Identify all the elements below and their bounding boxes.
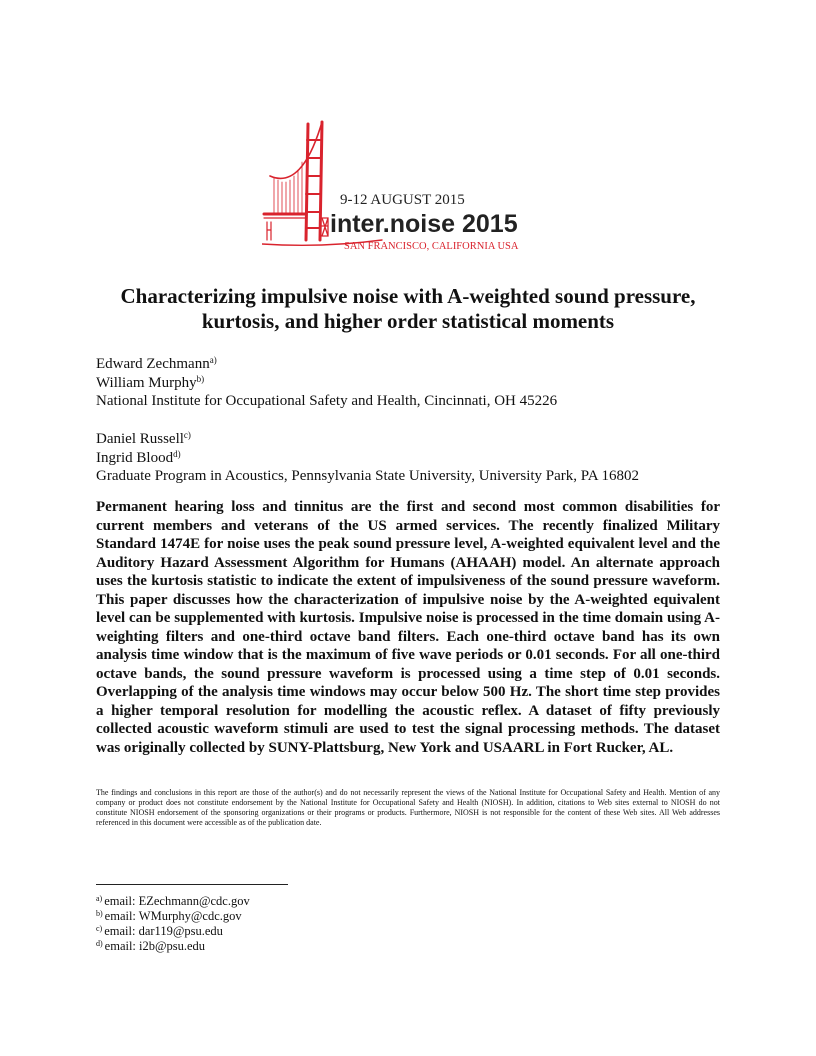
footnote-mark: b) [96,909,103,918]
footnote-text: email: EZechmann@cdc.gov [104,894,250,908]
author-affiliation: Graduate Program in Acoustics, Pennsylvania State University, University Park, PA 16802 [96,468,639,484]
author-mark: b) [196,373,205,384]
footnote [96,909,496,924]
author-name: Daniel Russell [96,431,184,447]
author-line [96,374,726,393]
logo-location: SAN FRANCISCO, CALIFORNIA USA [344,241,519,252]
logo-dates: 9-12 AUGUST 2015 [340,192,465,208]
conference-logo [262,118,542,258]
author-mark: a) [209,355,217,365]
author-line [96,430,726,449]
footnote [96,939,496,954]
golden-gate-bridge-icon [262,118,542,258]
author-name: Ingrid Blood [96,449,174,466]
author-line [96,355,726,374]
footnote-text: email: dar119@psu.edu [104,924,223,938]
footnotes [96,894,496,954]
footnote-mark: d) [96,939,103,948]
author-mark: c) [183,430,191,440]
author-line [96,449,726,468]
footnote-text: email: WMurphy@cdc.gov [104,909,242,923]
footnote-divider [96,884,288,885]
footnote-text: email: i2b@psu.edu [104,939,206,953]
author-affiliation: National Institute for Occupational Safety and Health, Cincinnati, OH 45226 [96,393,558,409]
footnote-mark: c) [96,924,103,933]
disclaimer: The findings and conclusions in this report are those of the author(s) and do not necessarily represent the views of the National Institute for Occupational Safety and Health. Mention of any company or product does not constitute endorsement by the National Institute for Occupational Safety and Health (NIOSH). In addition, citations to Web sites external to NIOSH do not constitute NIOSH endorsement of the sponsoring organizations or their programs or products. Furthermore, NIOSH is not responsible for the content of these Web sites. All Web addresses referenced in this document were accessible as of the publication date. [96,788,720,827]
author-name: Edward Zechmann [96,356,210,372]
abstract: Permanent hearing loss and tinnitus are the first and second most common disabilities for current members and veterans of the US armed services. The recently finalized Military Standard 1474E for noise uses the peak sound pressure level, A-weighted equivalent level and the Auditory Hazard Assessment Algorithm for Humans (AHAAH) model. An alternate approach uses the kurtosis statistic to indicate the extent of impulsiveness of the sound pressure waveform. This paper discusses how the characterization of impulsive noise by the A-weighted equivalent level can be supplemented with kurtosis. Impulsive noise is processed in the time domain using A-weighting filters and one-third octave band filters. Each one-third octave band has its own analysis time window that is the maximum of five wave periods or 0.01 seconds. For all one-third octave bands, the sound pressure waveform is processed using a time step of 0.01 seconds. Overlapping of the analysis time windows may occur below 500 Hz. The short time step provides a higher temporal resolution for modelling the acoustic reflex. A dataset of fifty previously collected acoustic waveform stimuli are used to test the signal processing methods. The dataset was originally collected by SUNY-Plattsburg, New York and USAARL in Fort Rucker, AL. [96,499,720,756]
footnote-mark: a) [96,894,103,903]
author-block-niosh [96,355,726,411]
author-block-psu [96,430,726,486]
paper-title: Characterizing impulsive noise with A-weighted sound pressure, kurtosis, and higher order statistical moments [120,284,696,333]
author-mark: d) [173,448,181,459]
logo-name: inter.noise 2015 [330,210,518,238]
footnote [96,924,496,939]
footnote [96,894,496,909]
author-name: William Murphy [96,374,197,391]
